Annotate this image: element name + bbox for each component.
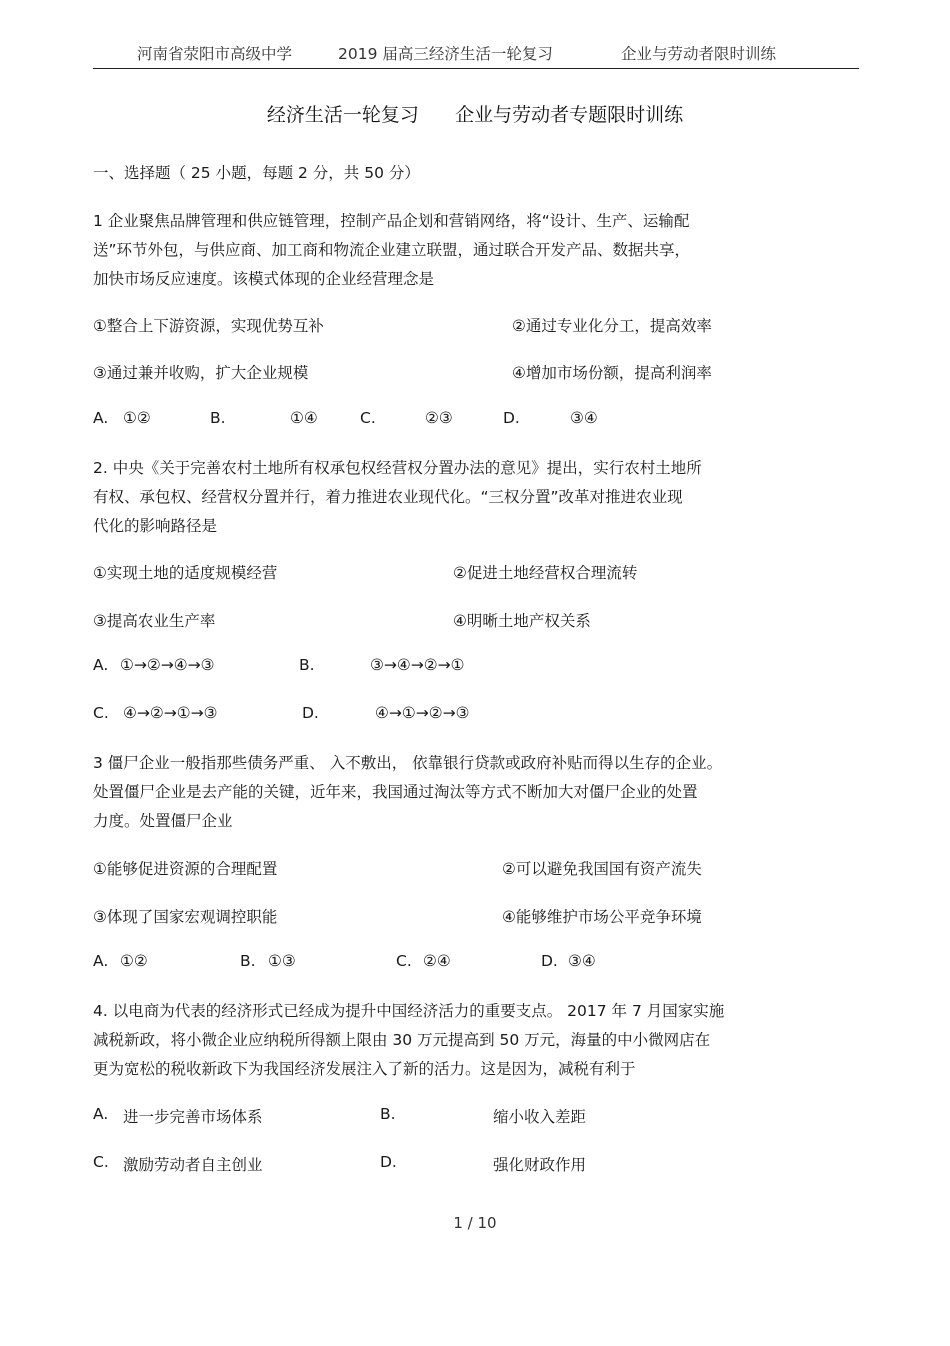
q4-stem-line-3: 更为宽松的税收新政下为我国经济发展注入了新的活力。这是因为，减税有利于 [93,1060,636,1078]
q3-stem-line-1: 3 僵尸企业一般指那些债务严重、 入不敷出， 依靠银行贷款或政府补贴而得以生存的企业。 [93,754,723,772]
q2-choice-c-label: C. [93,704,109,722]
header-topic: 企业与劳动者限时训练 [621,45,777,63]
q3-stem-line-3: 力度。处置僵尸企业 [93,812,233,830]
q2-choice-d-label: D. [302,704,319,722]
q2-option-2: ②促进土地经营权合理流转 [453,564,638,582]
header-school: 河南省荥阳市高级中学 [137,45,293,63]
q1-choice-b-label: B. [210,409,226,427]
q3-choice-d-label: D. [541,952,558,970]
q4-choice-b: 缩小收入差距 [493,1108,587,1126]
q2-choice-b-label: B. [299,656,315,674]
q4-choice-d-label: D. [380,1153,397,1171]
header-course: 2019 届高三经济生活一轮复习 [338,45,553,63]
q2-stem-line-3: 代化的影响路径是 [93,517,218,535]
q2-choice-d: ④→①→②→③ [375,704,470,722]
q1-choice-b: ①④ [290,409,318,427]
q3-option-1: ①能够促进资源的合理配置 [93,860,278,878]
q1-choice-d: ③④ [570,409,598,427]
page-header [93,38,859,69]
q2-stem-line-1: 2. 中央《关于完善农村土地所有权承包权经营权分置办法的意见》提出，实行农村土地所 [93,459,702,477]
page-number: 1 / 10 [453,1214,497,1232]
q2-choice-c: ④→②→①→③ [123,704,218,722]
q4-choice-c: 激励劳动者自主创业 [123,1156,263,1174]
q1-choice-a: ①② [123,409,151,427]
q1-option-1: ①整合上下游资源，实现优势互补 [93,317,324,335]
q3-choice-d: ③④ [568,952,596,970]
q3-option-2: ②可以避免我国国有资产流失 [502,860,702,878]
q3-option-4: ④能够维护市场公平竞争环境 [502,908,702,926]
q2-choice-a: ①→②→④→③ [120,656,215,674]
q2-option-4: ④明晰土地产权关系 [453,612,591,630]
q4-choice-a: 进一步完善市场体系 [123,1108,263,1126]
q2-option-1: ①实现土地的适度规模经营 [93,564,278,582]
q3-choice-b: ①③ [268,952,296,970]
q2-option-3: ③提高农业生产率 [93,612,216,630]
q3-choice-a: ①② [120,952,148,970]
q4-stem-line-2: 减税新政，将小微企业应纳税所得额上限由 30 万元提高到 50 万元，海量的中小微网店在 [93,1031,711,1049]
q1-stem-line-3: 加快市场反应速度。该模式体现的企业经营理念是 [93,270,435,288]
q3-option-3: ③体现了国家宏观调控职能 [93,908,278,926]
q1-option-2: ②通过专业化分工，提高效率 [512,317,712,335]
q1-choice-c-label: C. [360,409,376,427]
q4-stem-line-1: 4. 以电商为代表的经济形式已经成为提升中国经济活力的重要支点。 2017 年 7 月国家实施 [93,1002,725,1020]
q4-choice-b-label: B. [380,1105,396,1123]
q3-choice-b-label: B. [240,952,256,970]
q2-choice-a-label: A. [93,656,109,674]
q3-choice-c: ②④ [423,952,451,970]
q3-choice-c-label: C. [396,952,412,970]
section-heading: 一、选择题（ 25 小题，每题 2 分，共 50 分） [93,164,420,182]
q4-choice-a-label: A. [93,1105,109,1123]
q2-choice-b: ③→④→②→① [370,656,465,674]
document-title: 经济生活一轮复习 企业与劳动者专题限时训练 [266,104,684,126]
q1-option-4: ④增加市场份额，提高利润率 [512,364,712,382]
q1-choice-a-label: A. [93,409,109,427]
q4-choice-d: 强化财政作用 [493,1156,587,1174]
q4-choice-c-label: C. [93,1153,109,1171]
q2-stem-line-2: 有权、承包权、经营权分置并行，着力推进农业现代化。“三权分置”改革对推进农业现 [93,488,683,506]
q1-stem-line-1: 1 企业聚焦品牌管理和供应链管理，控制产品企划和营销网络，将“设计、生产、运输配 [93,212,690,230]
q1-choice-d-label: D. [503,409,520,427]
q3-choice-a-label: A. [93,952,109,970]
q1-stem-line-2: 送”环节外包，与供应商、加工商和物流企业建立联盟，通过联合开发产品、数据共享， [93,241,691,259]
q1-choice-c: ②③ [425,409,453,427]
q3-stem-line-2: 处置僵尸企业是去产能的关键，近年来，我国通过淘汰等方式不断加大对僵尸企业的处置 [93,783,698,801]
q1-option-3: ③通过兼并收购，扩大企业规模 [93,364,309,382]
